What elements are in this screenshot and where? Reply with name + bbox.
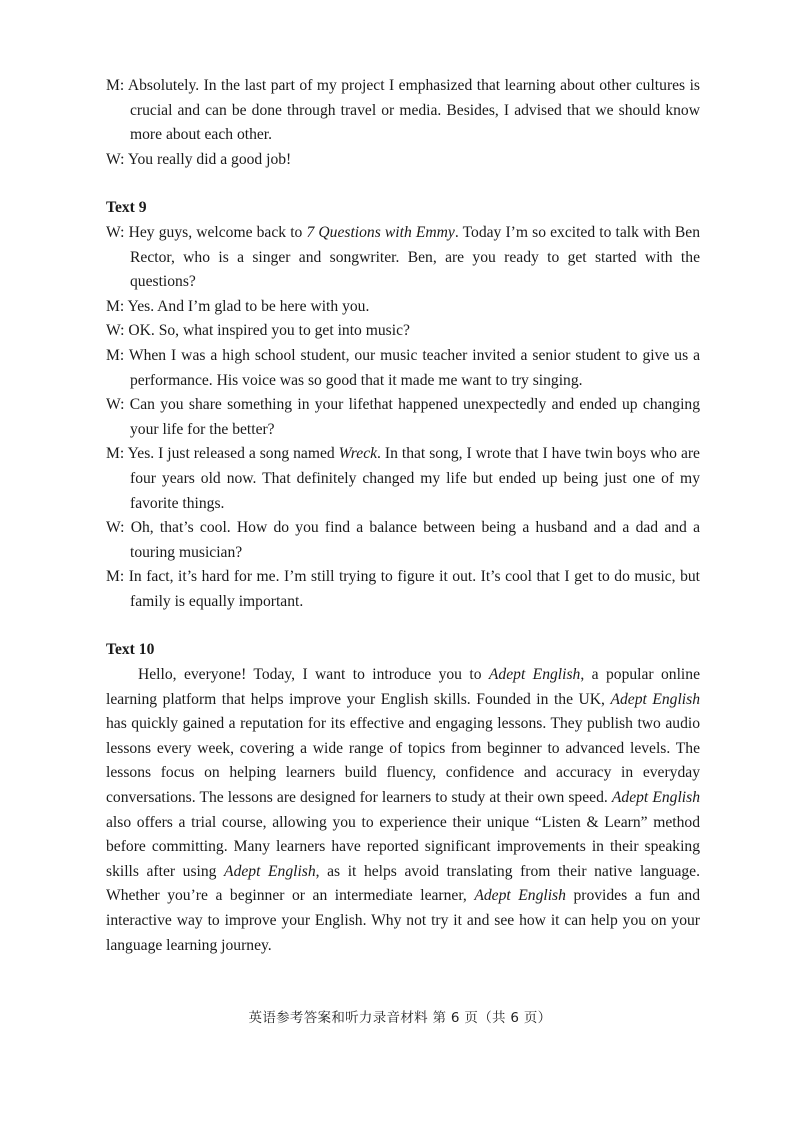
paragraph-text: Hello, everyone! Today, I want to introduce you to [138,666,482,684]
section-title-text10: Text 10 [106,641,155,659]
brand-name: Adept English [488,666,581,684]
dialogue-text: When I was a high school student, our music teacher invited a senior student to give us a performance. His voice was so good that it made me want to try singing. [128,346,700,389]
dialogue-line [106,74,700,148]
speaker-label: M: [106,77,125,94]
dialogue-line [106,565,700,614]
dialogue-text: Yes. And I’m glad to be here with you. [127,297,370,315]
dialogue-text: In fact, it’s hard for me. I’m still trying to figure it out. It’s cool that I get to do music, but family is equally important. [128,568,700,610]
paragraph-text: , a popular online learning platform that helps improve your English skills. Founded in the UK, [106,666,700,708]
paragraph-text: provides a fun and interactive way to improve your English. Why not try it and see how it can help you on your language learning journey. [106,887,701,954]
speaker-label: W: [106,223,125,241]
dialogue-text: Hey guys, welcome back to [128,223,303,241]
brand-name: Adept English [224,862,316,880]
brand-name: Adept English [610,690,700,708]
speaker-label: W: [106,150,125,168]
speaker-label: W: [106,322,125,340]
show-title: 7 Questions with Emmy [306,223,455,241]
section-title-text9: Text 9 [106,199,147,217]
brand-name: Adept English [474,887,566,905]
speaker-label: M: [106,445,125,463]
speaker-label: W: [106,519,125,537]
dialogue-text: . In that song, I wrote that I have twin boys who are four years old now. That definitely changed my life but ended up being just one of my favorite things. [130,445,700,512]
dialogue-text: You really did a good job! [127,150,292,168]
dialogue-line [106,319,700,344]
paragraph-text: also offers a trial course, allowing you to experience their unique “Listen & Learn” method before committing. Many learners have reported significant improvements in their speaking skills after using [106,813,700,880]
dialogue-text: Absolutely. In the last part of my project I emphasized that learning about other cultures is crucial and can be done through travel or media. Besides, I advised that we should know more about each other. [127,77,700,144]
dialogue-line [106,148,700,173]
brand-name: Adept English [611,789,700,807]
dialogue-line [106,442,700,516]
dialogue-line [106,221,700,295]
speaker-label: M: [106,568,125,586]
dialogue-line [106,344,700,393]
dialogue-text: . Today I’m so excited to talk with Ben Rector, who is a singer and songwriter. Ben, are you ready to get started with the questions? [130,223,701,291]
dialogue-text: Oh, that’s cool. How do you find a balance between being a husband and a dad and a touring musician? [130,519,700,561]
dialogue-text: Can you share something in your lifethat happened unexpectedly and ended up changing your life for the better? [129,396,701,438]
speaker-label: M: [106,346,125,364]
paragraph-text: has quickly gained a reputation for its effective and engaging lessons. They publish two audio lessons every week, covering a wide range of topics from beginner to advanced levels. The lessons focus on helping learners build fluency, confidence and accuracy in everyday conversations. The lessons are designed for learners to study at their own speed. [106,715,700,807]
dialogue-line [106,295,700,320]
dialogue-line [106,516,700,565]
dialogue-text: Yes. I just released a song named [127,445,335,463]
dialogue-line [106,393,700,442]
monologue-paragraph [106,663,700,958]
page-content [106,74,700,958]
paragraph-text: , as it helps avoid translating from their native language. Whether you’re a beginner or an intermediate learner, [106,862,700,905]
dialogue-text: OK. So, what inspired you to get into music? [128,322,410,340]
speaker-label: M: [106,297,125,315]
song-title: Wreck [338,445,378,463]
page-footer: 英语参考答案和听力录音材料 第 6 页（共 6 页） [248,1010,552,1026]
speaker-label: W: [106,396,125,414]
